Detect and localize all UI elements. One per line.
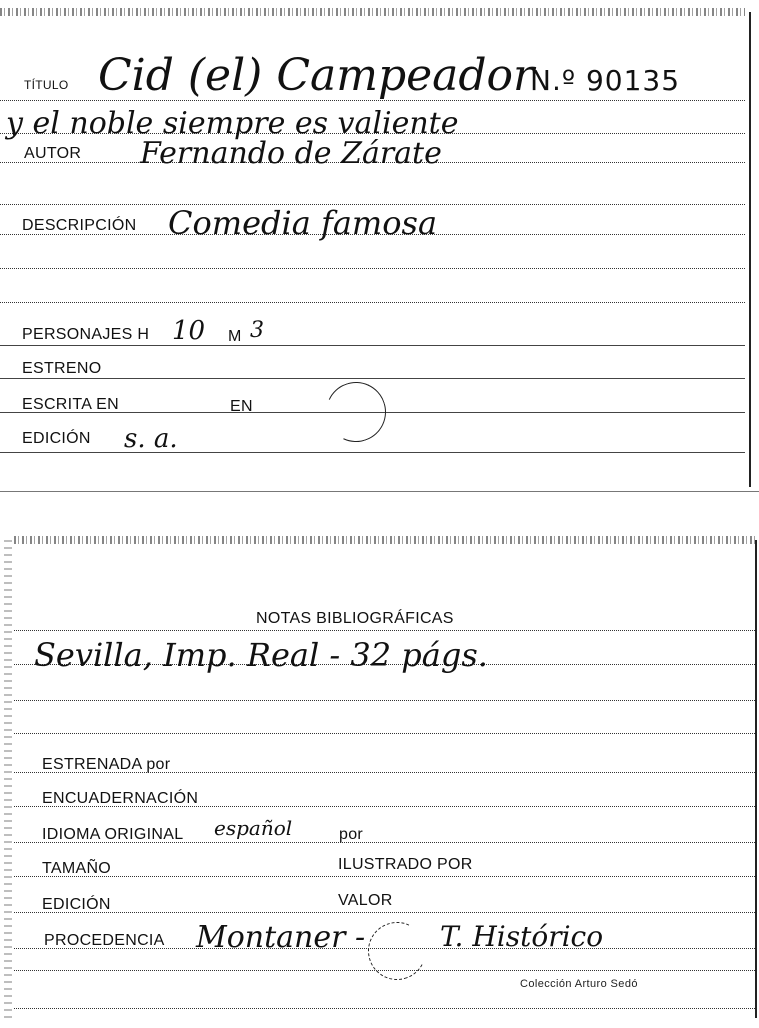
edicion-label: EDICIÓN xyxy=(42,896,111,913)
por-label: por xyxy=(339,826,364,843)
card-separator xyxy=(0,491,759,492)
descripcion-value: Comedia famosa xyxy=(168,204,438,242)
edicion-label: EDICIÓN xyxy=(22,430,91,447)
idioma-original-value: español xyxy=(214,816,293,840)
procedencia-value: Montaner - xyxy=(196,920,366,955)
ruled-line xyxy=(14,630,755,631)
estreno-label: ESTRENO xyxy=(22,360,102,377)
idioma-original-label: IDIOMA ORIGINAL xyxy=(42,826,184,843)
titulo-label: TÍTULO xyxy=(24,78,69,92)
estrenada-por-label: ESTRENADA por xyxy=(42,756,171,773)
ruled-line xyxy=(0,345,745,346)
catalog-card-bottom xyxy=(14,540,755,1018)
punch-hole-mark xyxy=(318,374,395,451)
collection-credit: Colección Arturo Sedó xyxy=(520,978,638,990)
personajes-h-value: 10 xyxy=(172,316,206,346)
procedencia-extra-value: T. Histórico xyxy=(440,920,604,953)
ruled-line xyxy=(14,700,755,701)
autor-value: Fernando de Zárate xyxy=(140,136,442,171)
ruled-line xyxy=(14,912,755,913)
personajes-m-value: 3 xyxy=(250,318,264,343)
numero-value: N.º 90135 xyxy=(530,64,681,97)
ruled-line xyxy=(0,268,745,269)
tamano-label: TAMAÑO xyxy=(42,860,112,877)
ilustrado-por-label: ILUSTRADO POR xyxy=(338,856,473,873)
ruled-line xyxy=(0,378,745,379)
card-torn-edge xyxy=(14,536,755,544)
card-torn-edge xyxy=(0,8,745,16)
catalog-card-top xyxy=(0,12,745,487)
edicion-value: s. a. xyxy=(124,424,178,454)
descripcion-label: DESCRIPCIÓN xyxy=(22,217,137,234)
autor-label: AUTOR xyxy=(24,145,82,162)
card-right-edge xyxy=(745,12,751,487)
procedencia-label: PROCEDENCIA xyxy=(44,932,165,949)
personajes-label: PERSONAJES H xyxy=(22,326,150,343)
card-left-edge xyxy=(4,540,12,1018)
ruled-line xyxy=(0,302,745,303)
escrita-en-label: ESCRITA EN xyxy=(22,396,119,413)
personajes-m-label: M xyxy=(228,328,242,345)
notas-value: Sevilla, Imp. Real - 32 págs. xyxy=(34,636,488,674)
card-right-edge xyxy=(751,540,757,1018)
valor-label: VALOR xyxy=(338,892,393,909)
ruled-line xyxy=(14,876,755,877)
ruled-line xyxy=(0,452,745,453)
ruled-line xyxy=(14,1008,755,1009)
notas-label: NOTAS BIBLIOGRÁFICAS xyxy=(256,610,454,627)
titulo-value: Cid (el) Campeador xyxy=(98,50,535,101)
en-label: EN xyxy=(230,398,253,415)
titulo-continuation-value: y el noble siempre es valiente xyxy=(6,106,459,141)
ruled-line xyxy=(14,733,755,734)
encuadernacion-label: ENCUADERNACIÓN xyxy=(42,790,199,807)
punch-hole-mark xyxy=(360,914,434,988)
